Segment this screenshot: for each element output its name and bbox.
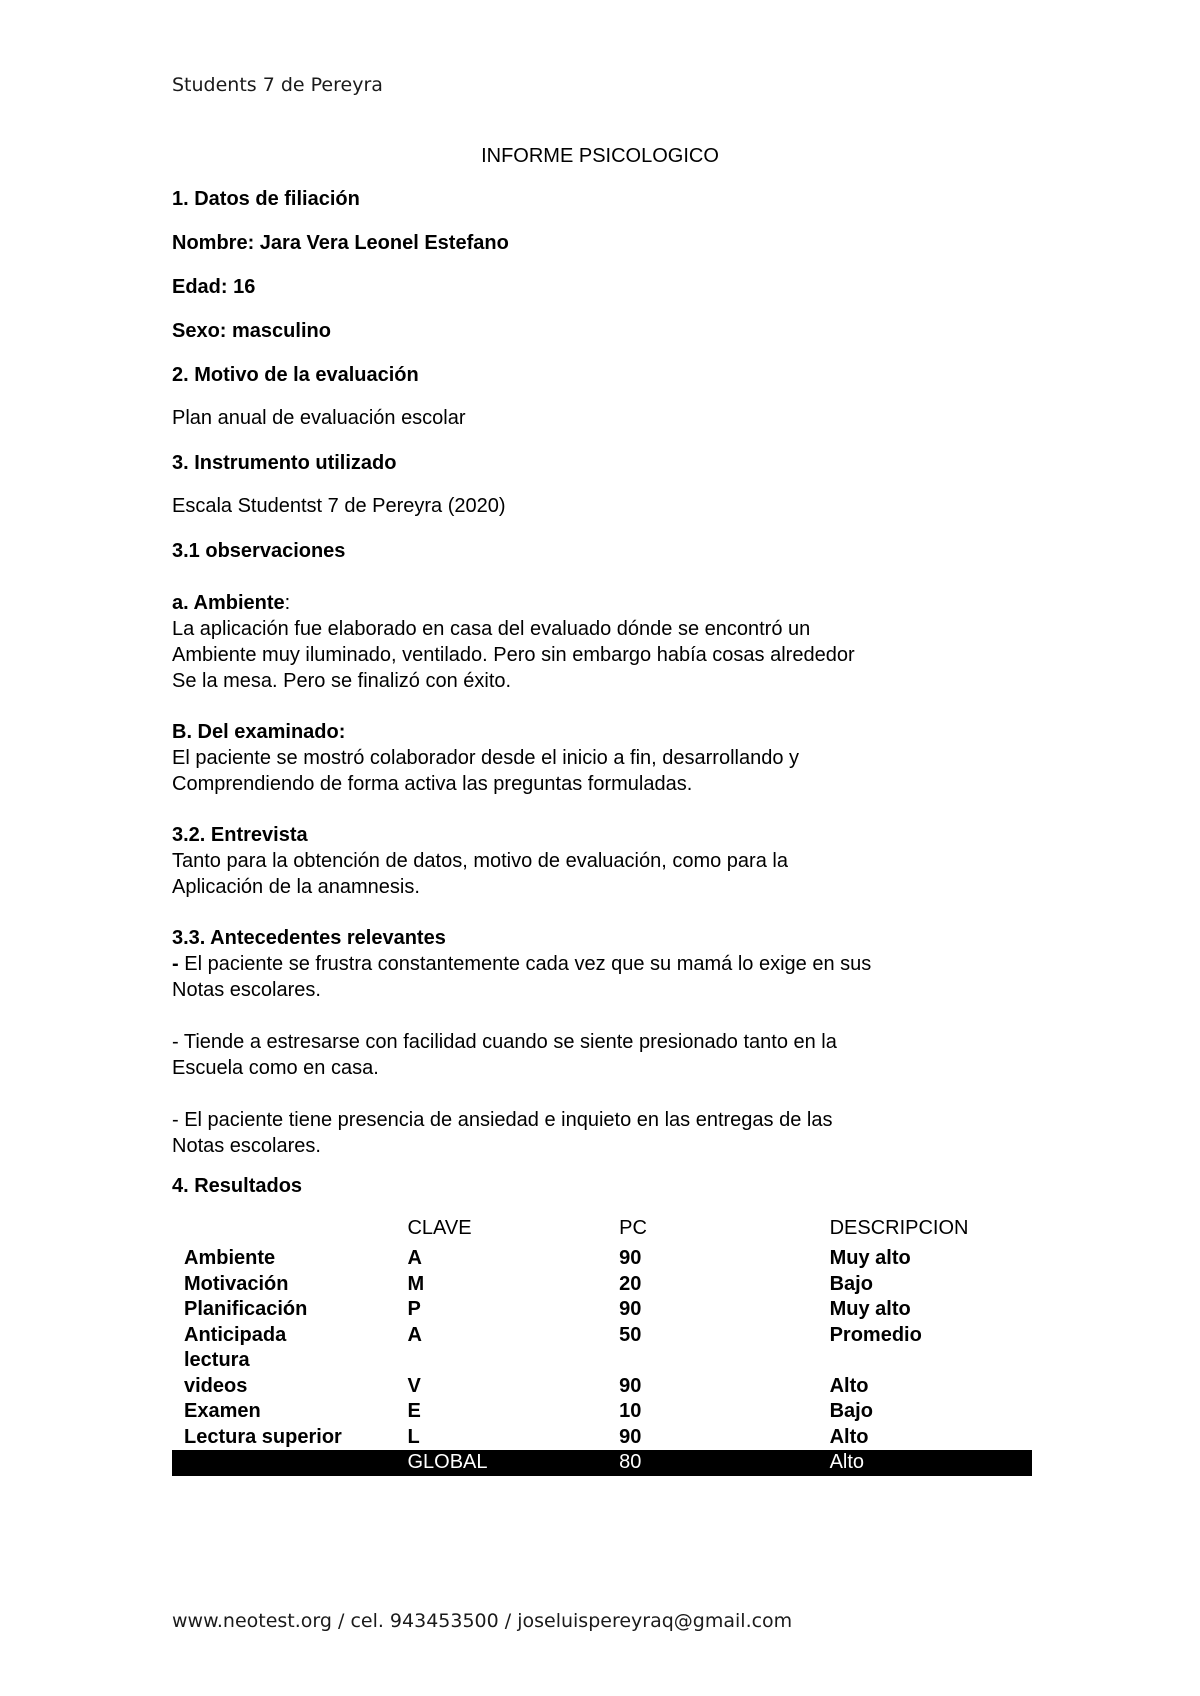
ambiente-line: Se la mesa. Pero se finalizó con éxito. <box>172 670 512 692</box>
section-2-heading: 2. Motivo de la evaluación <box>172 364 419 386</box>
entrevista-heading: 3.2. Entrevista <box>172 824 308 846</box>
table-row <box>172 1348 1032 1374</box>
field-sexo: Sexo: masculino <box>172 320 331 342</box>
section-3-heading: 3. Instrumento utilizado <box>172 452 397 474</box>
field-edad: Edad: 16 <box>172 276 256 298</box>
cell-pc: 90 <box>619 1374 642 1397</box>
page-footer: www.neotest.org / cel. 943453500 / joseluispereyraq@gmail.com <box>172 1610 793 1632</box>
results-header-row <box>172 1216 1032 1246</box>
cell-pc: 50 <box>619 1323 642 1346</box>
table-row <box>172 1246 1032 1272</box>
field-nombre: Nombre: Jara Vera Leonel Estefano <box>172 232 509 254</box>
table-row <box>172 1297 1032 1323</box>
cell-pc: 90 <box>619 1425 642 1448</box>
cell-escala <box>172 1450 407 1476</box>
cell-pc <box>619 1348 829 1374</box>
cell-escala: videos <box>184 1374 248 1397</box>
ambiente-line: Ambiente muy iluminado, ventilado. Pero sin embargo había cosas alrededor <box>172 644 855 666</box>
examinado-line: El paciente se mostró colaborador desde el inicio a fin, desarrollando y <box>172 747 800 769</box>
cell-escala: Anticipada <box>184 1323 287 1346</box>
ambiente-heading: a. Ambiente: <box>172 592 291 614</box>
cell-pc: 80 <box>619 1450 829 1476</box>
page-header: Students 7 de Pereyra <box>172 74 383 96</box>
cell-descripcion <box>830 1348 1032 1374</box>
antecedente-item-1-cont: Notas escolares. <box>172 979 321 1001</box>
cell-pc: 90 <box>619 1247 642 1269</box>
cell-descripcion: Promedio <box>829 1323 922 1346</box>
antecedente-item-1: - El paciente se frustra constantemente cada vez que su mamá lo exige en sus <box>172 953 872 975</box>
antecedente-item-3: - El paciente tiene presencia de ansiedad e inquieto en las entregas de las <box>172 1109 833 1131</box>
examinado-heading: B. Del examinado: <box>172 721 346 743</box>
cell-clave: P <box>407 1298 421 1320</box>
cell-clave: GLOBAL <box>407 1450 619 1476</box>
cell-escala: Lectura superior <box>184 1425 342 1448</box>
ambiente-block <box>172 590 1032 694</box>
cell-descripcion: Alto <box>829 1425 869 1448</box>
cell-clave: V <box>407 1374 421 1397</box>
table-row <box>172 1374 1032 1400</box>
col-header-clave: CLAVE <box>407 1217 472 1239</box>
document-title: INFORME PSICOLOGICO <box>481 145 719 167</box>
entrevista-block <box>172 822 1032 900</box>
cell-escala: lectura <box>184 1349 250 1371</box>
cell-descripcion: Muy alto <box>829 1298 911 1320</box>
cell-clave: E <box>407 1400 421 1422</box>
table-row <box>172 1399 1032 1425</box>
section-1-heading: 1. Datos de filiación <box>172 188 360 210</box>
table-row <box>172 1323 1032 1349</box>
cell-clave <box>407 1348 619 1374</box>
entrevista-line: Aplicación de la anamnesis. <box>172 876 420 898</box>
col-header-escala <box>172 1216 407 1246</box>
cell-descripcion: Alto <box>829 1374 869 1397</box>
resultados-heading: 4. Resultados <box>172 1175 303 1197</box>
cell-clave: A <box>407 1247 422 1269</box>
antecedente-item-3-cont: Notas escolares. <box>172 1135 321 1157</box>
cell-descripcion: Bajo <box>829 1272 873 1295</box>
cell-clave: L <box>407 1425 420 1448</box>
cell-clave: M <box>407 1272 425 1295</box>
examinado-block <box>172 719 1032 797</box>
section-31-heading: 3.1 observaciones <box>172 540 346 562</box>
ambiente-line: La aplicación fue elaborado en casa del evaluado dónde se encontró un <box>172 618 811 640</box>
antecedente-item-2-cont: Escuela como en casa. <box>172 1057 379 1079</box>
cell-pc: 90 <box>619 1298 642 1320</box>
section-3-body: Escala Studentst 7 de Pereyra (2020) <box>172 495 506 517</box>
examinado-line: Comprendiendo de forma activa las preguntas formuladas. <box>172 773 693 795</box>
cell-pc: 20 <box>619 1272 642 1295</box>
cell-descripcion: Alto <box>830 1450 1032 1476</box>
entrevista-line: Tanto para la obtención de datos, motivo de evaluación, como para la <box>172 850 788 872</box>
table-row <box>172 1272 1032 1298</box>
cell-escala: Motivación <box>184 1272 289 1295</box>
antecedente-item-2: - Tiende a estresarse con facilidad cuando se siente presionado tanto en la <box>172 1031 837 1053</box>
cell-descripcion: Muy alto <box>829 1247 911 1269</box>
section-2-body: Plan anual de evaluación escolar <box>172 407 466 429</box>
col-header-descripcion: DESCRIPCION <box>829 1217 969 1239</box>
results-table <box>172 1216 1032 1476</box>
antecedentes-block <box>172 925 1032 1159</box>
col-header-pc: PC <box>619 1217 647 1239</box>
antecedentes-heading: 3.3. Antecedentes relevantes <box>172 927 446 949</box>
global-row <box>172 1450 1032 1476</box>
cell-escala: Examen <box>184 1400 261 1422</box>
cell-escala: Planificación <box>184 1298 308 1320</box>
cell-clave: A <box>407 1323 422 1346</box>
cell-escala: Ambiente <box>184 1247 276 1269</box>
table-row <box>172 1425 1032 1451</box>
cell-descripcion: Bajo <box>829 1400 873 1422</box>
cell-pc: 10 <box>619 1400 642 1422</box>
